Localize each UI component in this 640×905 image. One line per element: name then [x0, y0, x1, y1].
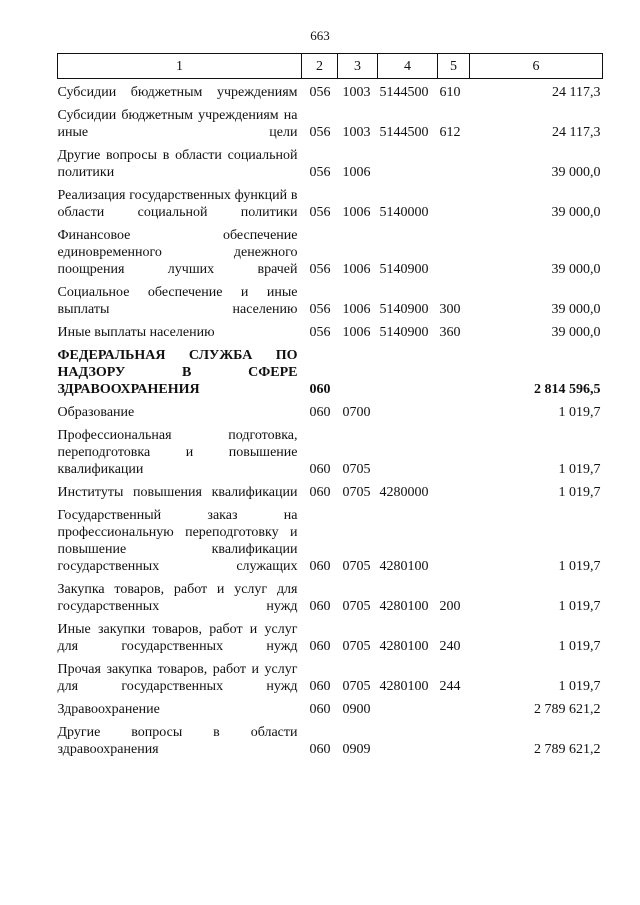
row-code-5: [438, 501, 470, 575]
row-name: Социальное обеспечение и иные выплаты населению: [57, 285, 298, 317]
table-row: [58, 695, 603, 718]
table-row: [58, 718, 603, 758]
row-amount: 1 019,7: [558, 679, 601, 694]
row-name: ФЕДЕРАЛЬНАЯ СЛУЖБА ПО НАДЗОРУ В СФЕРЕ ЗДРАВООХРАНЕНИЯ: [57, 348, 298, 397]
row-code-3: 0700: [342, 405, 371, 420]
row-code-5: [438, 181, 470, 221]
column-header: 3: [338, 54, 378, 79]
row-code-3: 0909: [342, 742, 371, 757]
row-code-5: [438, 221, 470, 278]
row-amount: 39 000,0: [551, 165, 601, 180]
row-amount: 2 814 596,5: [534, 382, 601, 397]
row-code-2: 060: [309, 702, 331, 717]
row-code-3: [338, 341, 378, 398]
row-code-2: 060: [309, 599, 331, 614]
row-name: Иные выплаты населению: [57, 325, 215, 340]
row-code-4: [378, 141, 438, 181]
row-code-2: 056: [309, 302, 331, 317]
row-amount: 24 117,3: [552, 125, 601, 140]
row-code-5: 300: [439, 302, 461, 317]
row-code-3: 0705: [342, 639, 371, 654]
row-code-4: 5140900: [379, 325, 429, 340]
row-code-5: [438, 398, 470, 421]
row-name: Профессиональная подготовка, переподготовка и повышение квалификации: [57, 428, 298, 477]
row-code-2: 056: [309, 85, 331, 100]
row-amount: 1 019,7: [558, 462, 601, 477]
table-row: [58, 398, 603, 421]
row-amount: 1 019,7: [558, 485, 601, 500]
row-code-5: [438, 341, 470, 398]
row-code-2: 056: [309, 325, 331, 340]
row-code-3: 0705: [342, 599, 371, 614]
row-code-4: [378, 718, 438, 758]
row-amount: 39 000,0: [551, 325, 601, 340]
table-row: [58, 101, 603, 141]
header-row: [58, 54, 603, 79]
row-code-5: 612: [439, 125, 461, 140]
row-code-5: [438, 695, 470, 718]
row-name: Закупка товаров, работ и услуг для государственных нужд: [57, 582, 298, 614]
row-code-3: 0705: [342, 679, 371, 694]
row-code-5: [438, 478, 470, 501]
row-code-4: 5140900: [379, 302, 429, 317]
table-row: [58, 79, 603, 102]
row-code-4: 5144500: [379, 125, 429, 140]
column-header: 2: [302, 54, 338, 79]
row-amount: 39 000,0: [551, 205, 601, 220]
row-code-4: 4280100: [379, 599, 429, 614]
row-code-3: 0705: [342, 462, 371, 477]
row-amount: 39 000,0: [551, 302, 601, 317]
table-row: [58, 181, 603, 221]
row-code-3: 1003: [342, 125, 371, 140]
row-code-2: 056: [309, 125, 331, 140]
row-code-5: 360: [439, 325, 461, 340]
row-code-3: 1006: [342, 165, 371, 180]
row-code-3: 0900: [342, 702, 371, 717]
row-code-4: 4280000: [379, 485, 429, 500]
row-code-2: 060: [309, 679, 331, 694]
row-amount: 24 117,3: [552, 85, 601, 100]
row-amount: 1 019,7: [558, 559, 601, 574]
row-name: Другие вопросы в области здравоохранения: [57, 725, 298, 757]
row-code-5: 244: [439, 679, 461, 694]
row-code-2: 060: [309, 559, 331, 574]
table-row: [58, 278, 603, 318]
table-row: [58, 501, 603, 575]
page-number: 663: [310, 28, 330, 43]
row-code-3: 1006: [342, 302, 371, 317]
row-code-4: 5140000: [379, 205, 429, 220]
row-name: Образование: [57, 405, 135, 420]
row-name: Институты повышения квалификации: [57, 485, 298, 500]
row-amount: 1 019,7: [558, 599, 601, 614]
row-name: Финансовое обеспечение единовременного денежного поощрения лучших врачей: [57, 228, 298, 277]
row-code-3: 1006: [342, 205, 371, 220]
row-code-5: [438, 141, 470, 181]
row-code-3: 1003: [342, 85, 371, 100]
table-row: [58, 575, 603, 615]
row-code-3: 0705: [342, 559, 371, 574]
row-amount: 2 789 621,2: [534, 702, 601, 717]
table-row: [58, 141, 603, 181]
row-name: Субсидии бюджетным учреждениям на иные цели: [57, 108, 298, 140]
column-header: 1: [58, 54, 302, 79]
row-code-3: 1006: [342, 262, 371, 277]
table-row: [58, 478, 603, 501]
row-code-2: 056: [309, 262, 331, 277]
row-name: Субсидии бюджетным учреждениям: [57, 85, 298, 100]
row-code-2: 060: [309, 405, 331, 420]
row-code-4: 5140900: [379, 262, 429, 277]
row-code-3: 0705: [342, 485, 371, 500]
row-name: Иные закупки товаров, работ и услуг для государственных нужд: [57, 622, 298, 654]
row-code-5: [438, 718, 470, 758]
row-code-4: 4280100: [379, 639, 429, 654]
row-code-4: [378, 398, 438, 421]
row-name: Реализация государственных функций в области социальной политики: [57, 188, 298, 220]
row-code-2: 060: [309, 742, 331, 757]
row-name: Другие вопросы в области социальной политики: [57, 148, 298, 180]
row-code-4: [378, 695, 438, 718]
row-code-2: 060: [309, 382, 331, 397]
column-header: 5: [438, 54, 470, 79]
table-row: [58, 421, 603, 478]
row-code-5: [438, 421, 470, 478]
row-code-5: 610: [439, 85, 461, 100]
table-body: [58, 79, 603, 759]
table-row: [58, 615, 603, 655]
row-code-2: 060: [309, 485, 331, 500]
row-name: Прочая закупка товаров, работ и услуг для государственных нужд: [57, 662, 298, 694]
row-amount: 2 789 621,2: [534, 742, 601, 757]
column-header: 6: [470, 54, 603, 79]
row-code-2: 060: [309, 639, 331, 654]
row-name: Здравоохранение: [57, 702, 160, 717]
row-code-2: 056: [309, 205, 331, 220]
row-code-5: 240: [439, 639, 461, 654]
row-code-4: [378, 421, 438, 478]
column-header: 4: [378, 54, 438, 79]
table-row: [58, 655, 603, 695]
row-amount: 1 019,7: [558, 639, 601, 654]
table-row: [58, 318, 603, 341]
row-code-4: 4280100: [379, 559, 429, 574]
table-row: [58, 341, 603, 398]
row-name: Государственный заказ на профессиональную переподготовку и повышение квалификации государственных служащих: [57, 508, 298, 574]
row-amount: 1 019,7: [558, 405, 601, 420]
row-amount: 39 000,0: [551, 262, 601, 277]
budget-table: [57, 53, 603, 758]
row-code-4: 4280100: [379, 679, 429, 694]
row-code-5: 200: [439, 599, 461, 614]
row-code-2: 056: [309, 165, 331, 180]
row-code-4: 5144500: [379, 85, 429, 100]
row-code-2: 060: [309, 462, 331, 477]
row-code-3: 1006: [342, 325, 371, 340]
table-row: [58, 221, 603, 278]
row-code-4: [378, 341, 438, 398]
